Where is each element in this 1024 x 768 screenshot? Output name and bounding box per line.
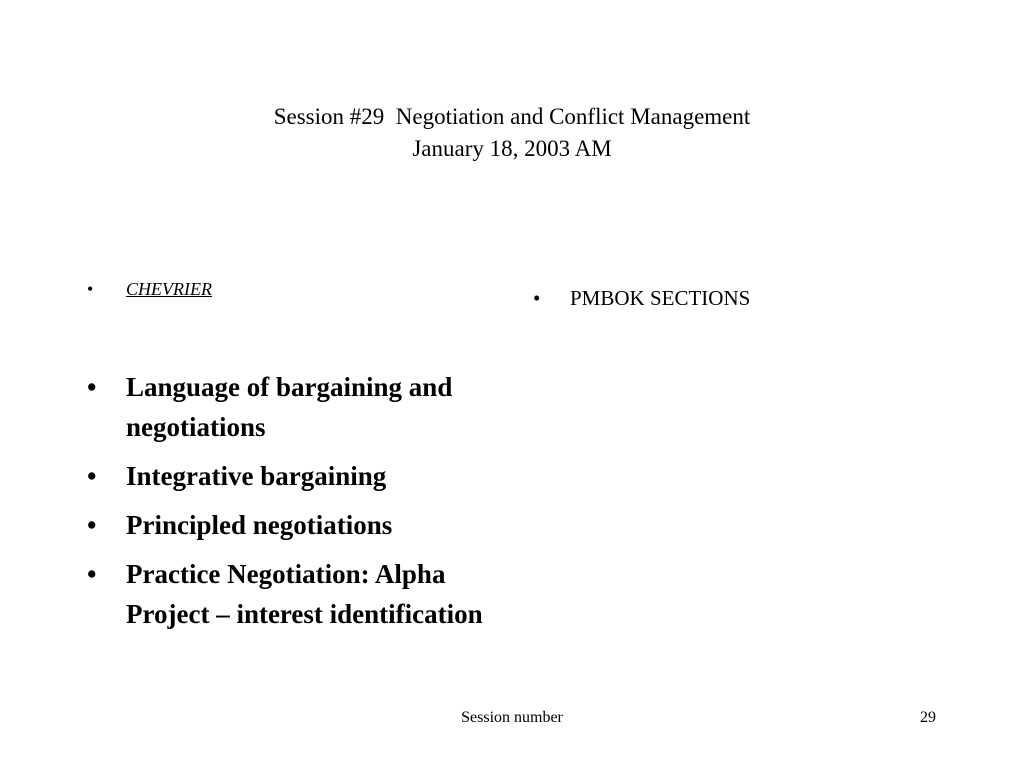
right-column [533,283,953,313]
bullet-icon: • [87,372,97,402]
left-column [86,276,506,643]
bullet-item-pmbok [533,283,953,313]
bullet-item-topic-1 [86,367,506,447]
bullet-item-text: Integrative bargaining [126,461,387,491]
slide-title [0,101,1024,165]
bullet-icon: • [87,559,97,589]
bullet-icon: • [533,286,541,310]
bullet-item-text: Practice Negotiation: Alpha Project – interest identification [126,559,483,629]
slide-title-line-1: Session #29 Negotiation and Conflict Management [273,104,751,129]
author-label: CHEVRIER [126,279,212,299]
bullet-item-topic-4 [86,554,506,634]
bullet-item-text: Language of bargaining and negotiations [126,372,453,442]
bullet-icon: • [87,279,94,299]
bullet-item-text: Principled negotiations [126,510,393,540]
bullet-item-topic-3 [86,505,506,545]
bullet-icon: • [87,461,97,491]
bullet-item-author [86,276,506,302]
footer-session-label: Session number [461,709,563,726]
bullet-item-topic-2 [86,456,506,496]
bullet-item-text: PMBOK SECTIONS [570,286,751,310]
slide-title-line-2: January 18, 2003 AM [412,136,612,161]
bullet-icon: • [87,510,97,540]
footer-page-number: 29 [920,709,936,726]
spacer [86,302,506,367]
